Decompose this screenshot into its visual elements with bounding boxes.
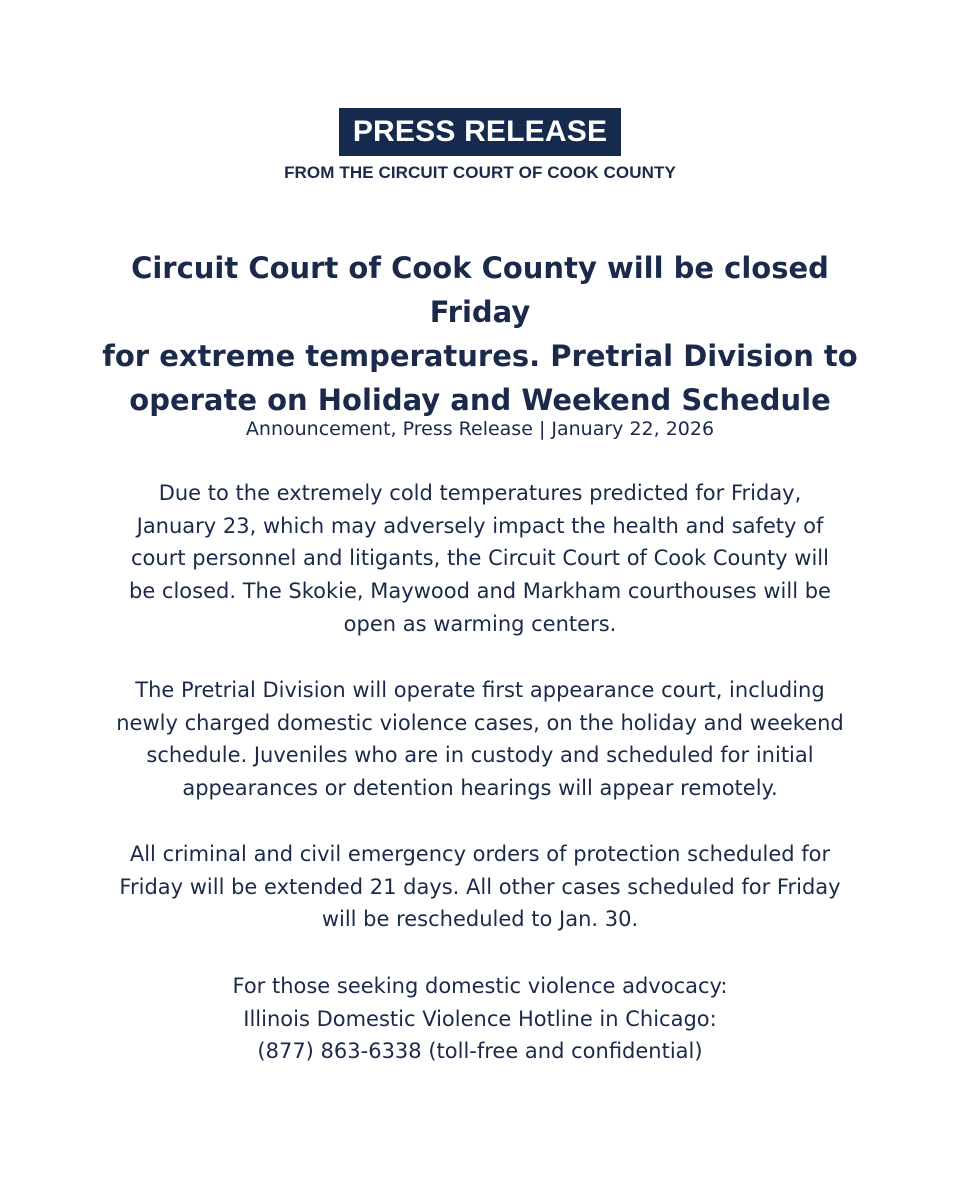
paragraph-line: open as warming centers.: [343, 611, 617, 636]
paragraph-hotline: [80, 970, 880, 1068]
paragraph-line: schedule. Juveniles who are in custody and scheduled for initial: [146, 743, 814, 768]
paragraph-line: January 23, which may adversely impact the health and safety of: [136, 513, 824, 538]
paragraph-closure: [80, 477, 880, 641]
paragraph-line: For those seeking domestic violence advocacy:: [232, 974, 728, 998]
headline-line: for extreme temperatures. Pretrial Division to: [102, 339, 858, 373]
paragraph-line: Illinois Domestic Violence Hotline in Chicago:: [243, 1006, 717, 1031]
paragraph-line: court personnel and litigants, the Circuit Court of Cook County will: [131, 546, 829, 571]
paragraph-pretrial: [80, 674, 880, 805]
paragraph-line: Due to the extremely cold temperatures predicted for Friday,: [158, 481, 802, 505]
badge-container: [0, 108, 960, 156]
paragraph-line: will be rescheduled to Jan. 30.: [321, 907, 639, 932]
press-release-badge: PRESS RELEASE: [339, 108, 621, 156]
paragraph-line: The Pretrial Division will operate first appearance court, including: [135, 678, 825, 702]
paragraph-line: appearances or detention hearings will appear remotely.: [182, 776, 778, 801]
headline: [80, 246, 880, 422]
hotline-phone: (877) 863-6338 (toll-free and confidential): [257, 1039, 703, 1064]
paragraph-line: newly charged domestic violence cases, on the holiday and weekend: [116, 710, 844, 735]
meta-line: Announcement, Press Release | January 22, 2026: [245, 418, 715, 440]
headline-line: operate on Holiday and Weekend Schedule: [129, 383, 831, 417]
paragraph-line: All criminal and civil emergency orders of protection scheduled for: [129, 842, 831, 866]
source-line: FROM THE CIRCUIT COURT OF COOK COUNTY: [284, 163, 676, 182]
paragraph-line: be closed. The Skokie, Maywood and Markham courthouses will be: [129, 579, 831, 604]
paragraph-orders: [80, 838, 880, 936]
paragraph-line: Friday will be extended 21 days. All other cases scheduled for Friday: [119, 874, 841, 899]
headline-line: Circuit Court of Cook County will be closed Friday: [131, 251, 829, 329]
